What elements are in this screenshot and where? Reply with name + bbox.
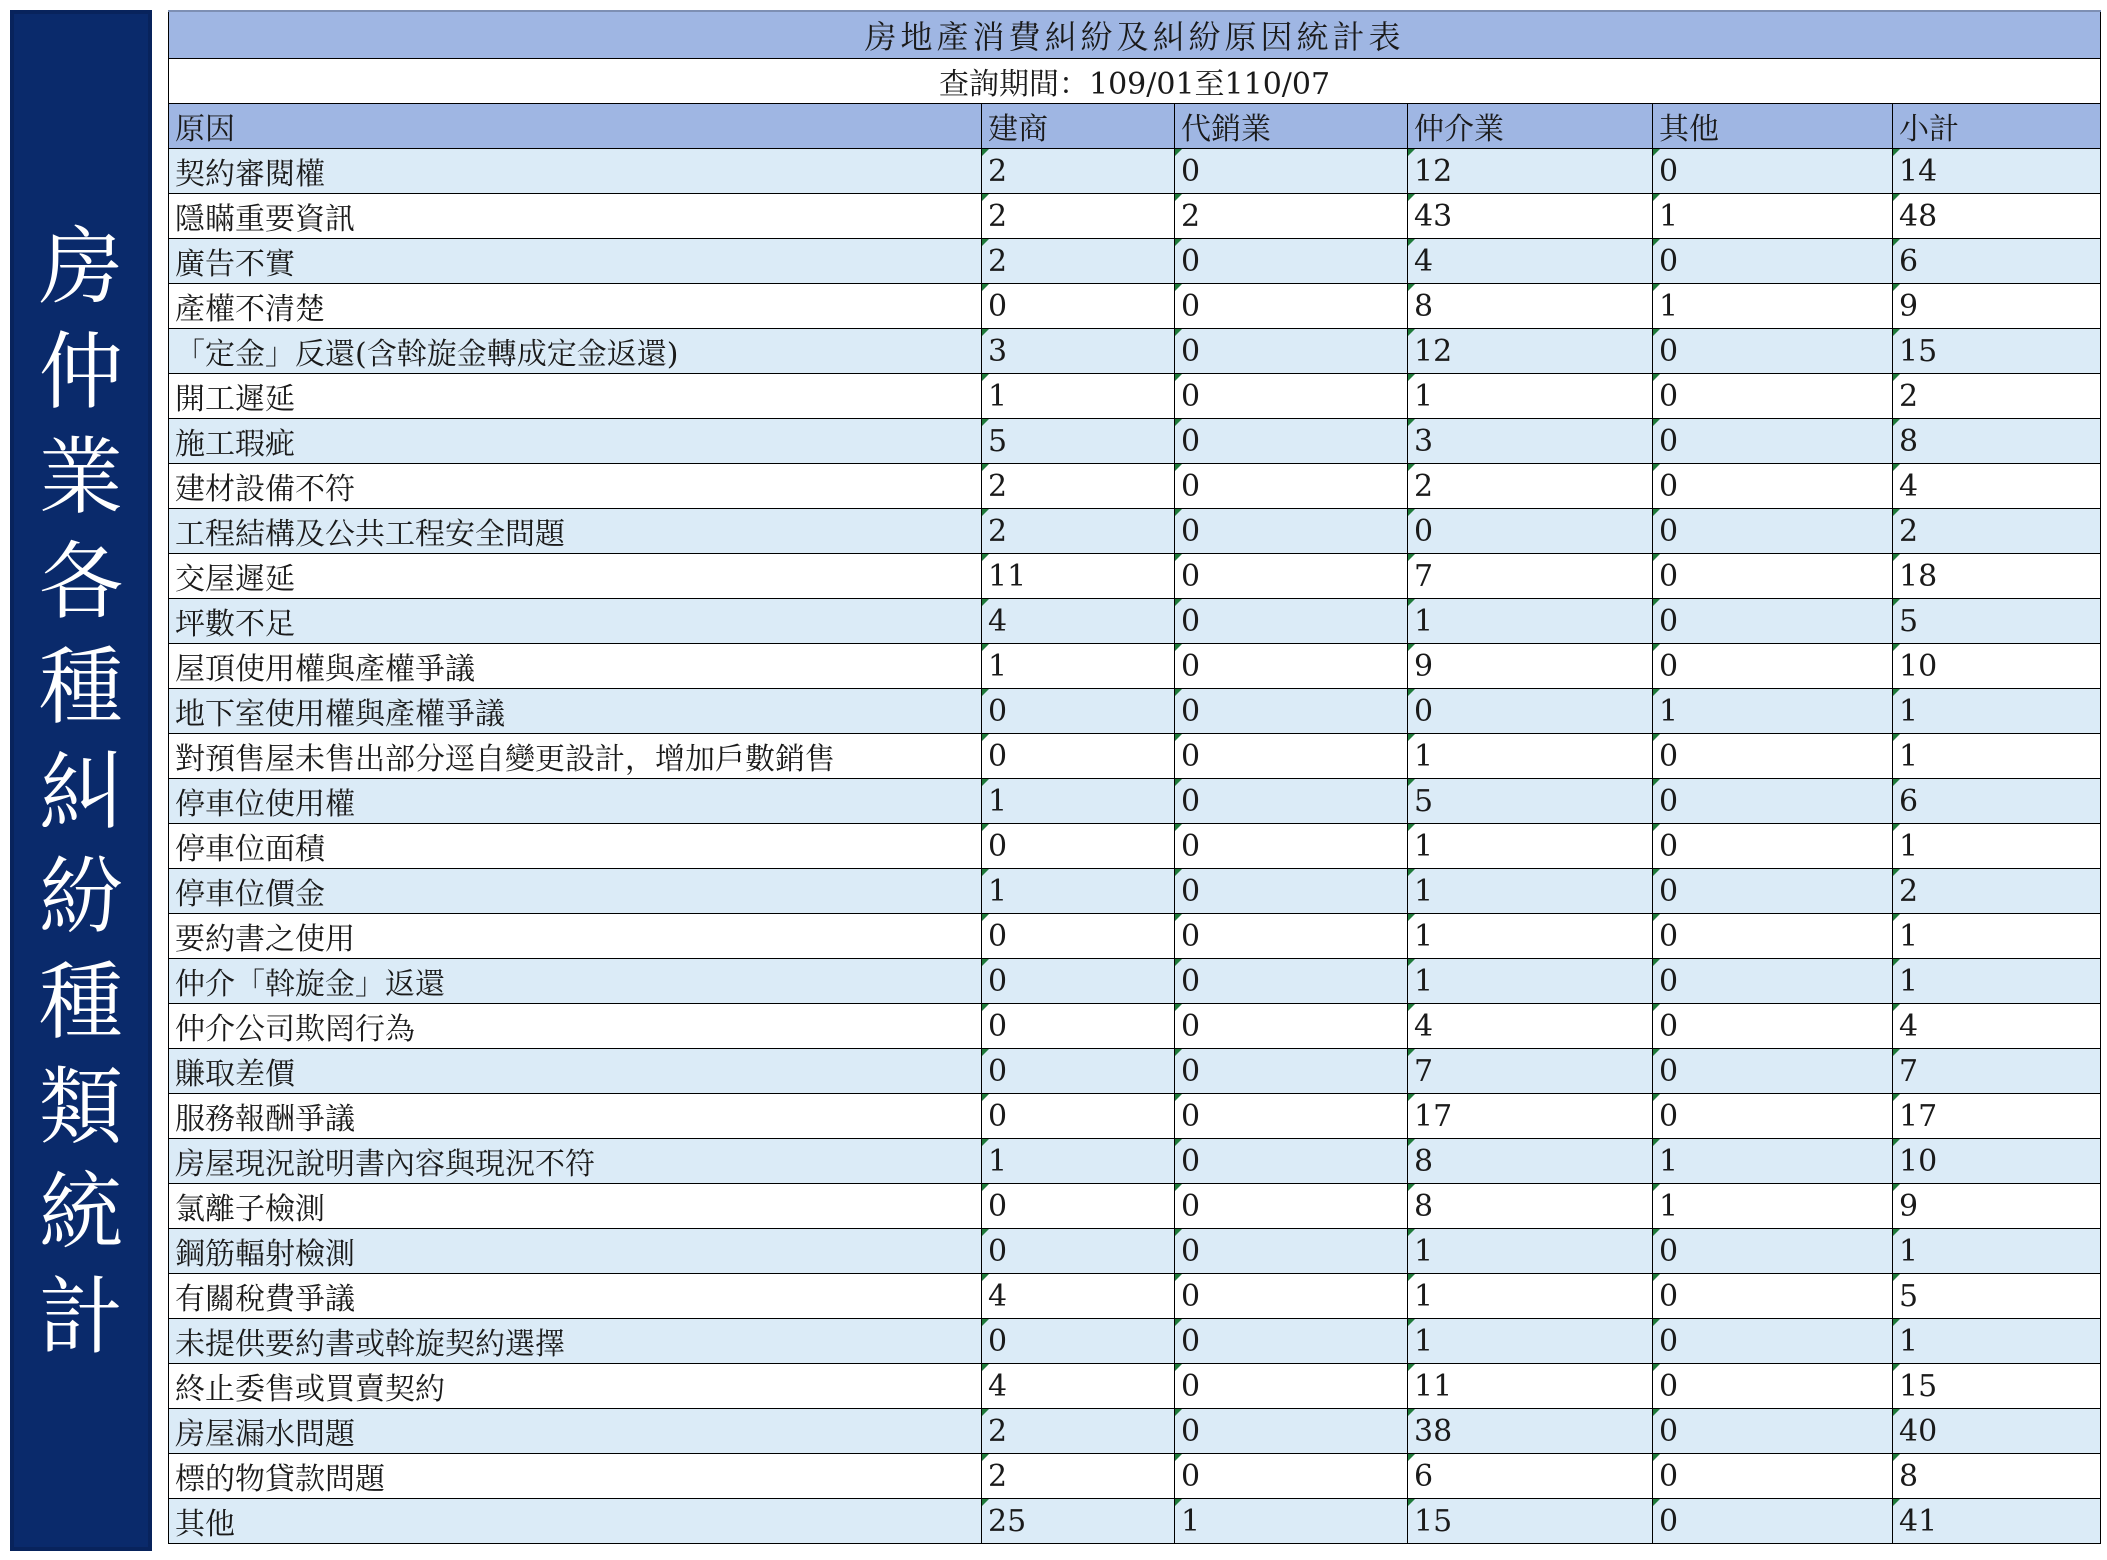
cell-builder: 1 [982,1139,1175,1184]
cell-reason: 終止委售或買賣契約 [169,1364,982,1409]
cell-subtotal: 2 [1893,509,2101,554]
cell-sales-agency: 0 [1175,734,1408,779]
cell-subtotal: 1 [1893,914,2101,959]
cell-sales-agency: 0 [1175,149,1408,194]
cell-reason: 坪數不足 [169,599,982,644]
cell-other: 1 [1653,689,1893,734]
table-row [169,779,2101,824]
cell-broker: 1 [1408,374,1653,419]
cell-sales-agency: 0 [1175,1229,1408,1274]
table-row [169,1499,2101,1544]
cell-builder: 2 [982,194,1175,239]
cell-sales-agency: 0 [1175,1409,1408,1454]
cell-subtotal: 1 [1893,1319,2101,1364]
cell-other: 0 [1653,464,1893,509]
table-row [169,959,2101,1004]
table-row [169,554,2101,599]
cell-broker: 1 [1408,1274,1653,1319]
cell-builder: 0 [982,959,1175,1004]
cell-reason: 廣告不實 [169,239,982,284]
cell-reason: 隱瞞重要資訊 [169,194,982,239]
cell-sales-agency: 0 [1175,509,1408,554]
cell-builder: 0 [982,734,1175,779]
cell-broker: 8 [1408,1184,1653,1229]
cell-sales-agency: 0 [1175,599,1408,644]
table-row [169,194,2101,239]
cell-other: 1 [1653,284,1893,329]
table-title: 房地產消費糾紛及糾紛原因統計表 [169,11,2101,59]
table-row [169,599,2101,644]
cell-builder: 0 [982,1184,1175,1229]
cell-reason: 契約審閱權 [169,149,982,194]
cell-broker: 1 [1408,1229,1653,1274]
dispute-statistics-table [168,10,2101,1544]
cell-other: 1 [1653,194,1893,239]
cell-other: 0 [1653,1049,1893,1094]
cell-broker: 2 [1408,464,1653,509]
query-period: 查詢期間：109/01至110/07 [169,59,2101,104]
cell-sales-agency: 0 [1175,824,1408,869]
header-row [169,104,2101,149]
cell-subtotal: 10 [1893,1139,2101,1184]
table-row [169,1409,2101,1454]
header-reason: 原因 [169,104,982,149]
cell-subtotal: 1 [1893,824,2101,869]
cell-other: 0 [1653,914,1893,959]
cell-sales-agency: 0 [1175,239,1408,284]
table-row [169,689,2101,734]
cell-subtotal: 2 [1893,374,2101,419]
cell-subtotal: 1 [1893,734,2101,779]
cell-sales-agency: 0 [1175,1364,1408,1409]
cell-subtotal: 41 [1893,1499,2101,1544]
cell-broker: 17 [1408,1094,1653,1139]
cell-builder: 0 [982,1229,1175,1274]
table-row [169,1319,2101,1364]
cell-sales-agency: 0 [1175,1049,1408,1094]
cell-other: 0 [1653,239,1893,284]
table-row [169,284,2101,329]
table-row [169,1229,2101,1274]
cell-builder: 2 [982,509,1175,554]
cell-sales-agency: 0 [1175,1274,1408,1319]
cell-other: 0 [1653,1499,1893,1544]
cell-subtotal: 15 [1893,1364,2101,1409]
table-row [169,1274,2101,1319]
table-row [169,1139,2101,1184]
statistics-table-container [168,10,2100,1544]
cell-broker: 15 [1408,1499,1653,1544]
cell-other: 0 [1653,824,1893,869]
cell-other: 0 [1653,1229,1893,1274]
cell-other: 1 [1653,1139,1893,1184]
cell-reason: 停車位使用權 [169,779,982,824]
cell-reason: 停車位價金 [169,869,982,914]
cell-subtotal: 5 [1893,599,2101,644]
table-row [169,1364,2101,1409]
side-title: 房仲業各種糾紛種類統計 [39,218,124,1366]
cell-sales-agency: 0 [1175,959,1408,1004]
cell-builder: 0 [982,284,1175,329]
table-row [169,509,2101,554]
cell-broker: 8 [1408,1139,1653,1184]
cell-broker: 4 [1408,239,1653,284]
cell-broker: 1 [1408,914,1653,959]
table-row [169,329,2101,374]
table-title-row [169,11,2101,59]
cell-sales-agency: 0 [1175,644,1408,689]
cell-broker: 5 [1408,779,1653,824]
cell-reason: 標的物貸款問題 [169,1454,982,1499]
cell-broker: 1 [1408,599,1653,644]
cell-subtotal: 1 [1893,959,2101,1004]
cell-reason: 鋼筋輻射檢測 [169,1229,982,1274]
cell-builder: 1 [982,374,1175,419]
cell-broker: 12 [1408,329,1653,374]
cell-other: 0 [1653,554,1893,599]
cell-subtotal: 6 [1893,779,2101,824]
cell-sales-agency: 0 [1175,329,1408,374]
cell-subtotal: 9 [1893,1184,2101,1229]
cell-sales-agency: 0 [1175,284,1408,329]
cell-broker: 1 [1408,959,1653,1004]
cell-reason: 屋頂使用權與產權爭議 [169,644,982,689]
cell-other: 0 [1653,374,1893,419]
table-row [169,1094,2101,1139]
table-row [169,734,2101,779]
cell-builder: 0 [982,1049,1175,1094]
cell-other: 0 [1653,599,1893,644]
cell-builder: 2 [982,239,1175,284]
cell-other: 0 [1653,419,1893,464]
cell-reason: 氯離子檢測 [169,1184,982,1229]
cell-broker: 4 [1408,1004,1653,1049]
cell-subtotal: 2 [1893,869,2101,914]
cell-builder: 0 [982,1319,1175,1364]
cell-other: 0 [1653,734,1893,779]
cell-builder: 4 [982,1364,1175,1409]
cell-broker: 9 [1408,644,1653,689]
cell-sales-agency: 2 [1175,194,1408,239]
cell-sales-agency: 0 [1175,914,1408,959]
cell-reason: 有關稅費爭議 [169,1274,982,1319]
cell-other: 1 [1653,1184,1893,1229]
cell-reason: 仲介公司欺罔行為 [169,1004,982,1049]
cell-builder: 1 [982,779,1175,824]
cell-other: 0 [1653,1319,1893,1364]
cell-broker: 8 [1408,284,1653,329]
cell-reason: 產權不清楚 [169,284,982,329]
cell-broker: 6 [1408,1454,1653,1499]
cell-broker: 7 [1408,554,1653,599]
table-row [169,869,2101,914]
cell-builder: 11 [982,554,1175,599]
cell-subtotal: 8 [1893,1454,2101,1499]
cell-subtotal: 40 [1893,1409,2101,1454]
cell-reason: 工程結構及公共工程安全問題 [169,509,982,554]
cell-broker: 1 [1408,869,1653,914]
table-row [169,1049,2101,1094]
cell-builder: 4 [982,1274,1175,1319]
cell-reason: 開工遲延 [169,374,982,419]
cell-builder: 1 [982,869,1175,914]
cell-broker: 43 [1408,194,1653,239]
cell-sales-agency: 0 [1175,1094,1408,1139]
cell-broker: 1 [1408,734,1653,779]
cell-subtotal: 4 [1893,464,2101,509]
cell-builder: 2 [982,149,1175,194]
cell-reason: 建材設備不符 [169,464,982,509]
cell-subtotal: 18 [1893,554,2101,599]
cell-subtotal: 15 [1893,329,2101,374]
cell-subtotal: 5 [1893,1274,2101,1319]
cell-sales-agency: 0 [1175,419,1408,464]
cell-builder: 0 [982,689,1175,734]
cell-builder: 0 [982,1004,1175,1049]
cell-reason: 對預售屋未售出部分逕自變更設計，增加戶數銷售 [169,734,982,779]
cell-reason: 服務報酬爭議 [169,1094,982,1139]
cell-sales-agency: 0 [1175,869,1408,914]
cell-broker: 12 [1408,149,1653,194]
cell-reason: 交屋遲延 [169,554,982,599]
cell-broker: 0 [1408,689,1653,734]
header-sales-agency: 代銷業 [1175,104,1408,149]
cell-reason: 要約書之使用 [169,914,982,959]
header-broker: 仲介業 [1408,104,1653,149]
cell-subtotal: 9 [1893,284,2101,329]
cell-reason: 「定金」反還(含斡旋金轉成定金返還) [169,329,982,374]
cell-sales-agency: 1 [1175,1499,1408,1544]
cell-reason: 其他 [169,1499,982,1544]
cell-other: 0 [1653,1364,1893,1409]
cell-broker: 3 [1408,419,1653,464]
table-row [169,824,2101,869]
cell-reason: 仲介「斡旋金」返還 [169,959,982,1004]
cell-broker: 38 [1408,1409,1653,1454]
cell-other: 0 [1653,1004,1893,1049]
header-subtotal: 小計 [1893,104,2101,149]
cell-other: 0 [1653,779,1893,824]
cell-other: 0 [1653,1409,1893,1454]
cell-other: 0 [1653,959,1893,1004]
cell-sales-agency: 0 [1175,374,1408,419]
cell-broker: 1 [1408,1319,1653,1364]
cell-broker: 11 [1408,1364,1653,1409]
cell-builder: 2 [982,1454,1175,1499]
cell-subtotal: 4 [1893,1004,2101,1049]
side-banner [10,10,152,1551]
cell-other: 0 [1653,329,1893,374]
cell-builder: 0 [982,824,1175,869]
cell-subtotal: 14 [1893,149,2101,194]
cell-subtotal: 1 [1893,1229,2101,1274]
table-row [169,1184,2101,1229]
cell-sales-agency: 0 [1175,689,1408,734]
cell-other: 0 [1653,1454,1893,1499]
cell-subtotal: 17 [1893,1094,2101,1139]
cell-subtotal: 1 [1893,689,2101,734]
cell-builder: 25 [982,1499,1175,1544]
query-period-row [169,59,2101,104]
cell-subtotal: 7 [1893,1049,2101,1094]
cell-builder: 2 [982,1409,1175,1454]
cell-subtotal: 10 [1893,644,2101,689]
table-row [169,1454,2101,1499]
table-row [169,464,2101,509]
cell-other: 0 [1653,509,1893,554]
cell-subtotal: 8 [1893,419,2101,464]
table-row [169,644,2101,689]
cell-reason: 賺取差價 [169,1049,982,1094]
table-row [169,419,2101,464]
cell-broker: 7 [1408,1049,1653,1094]
cell-sales-agency: 0 [1175,779,1408,824]
cell-other: 0 [1653,1094,1893,1139]
cell-sales-agency: 0 [1175,1319,1408,1364]
header-builder: 建商 [982,104,1175,149]
table-row [169,149,2101,194]
cell-builder: 5 [982,419,1175,464]
table-body [169,11,2101,1544]
cell-sales-agency: 0 [1175,1184,1408,1229]
cell-reason: 房屋現況說明書內容與現況不符 [169,1139,982,1184]
cell-builder: 2 [982,464,1175,509]
cell-builder: 1 [982,644,1175,689]
cell-sales-agency: 0 [1175,1454,1408,1499]
cell-reason: 地下室使用權與產權爭議 [169,689,982,734]
cell-builder: 0 [982,914,1175,959]
cell-other: 0 [1653,869,1893,914]
cell-broker: 0 [1408,509,1653,554]
cell-reason: 未提供要約書或斡旋契約選擇 [169,1319,982,1364]
cell-sales-agency: 0 [1175,554,1408,599]
header-other: 其他 [1653,104,1893,149]
cell-other: 0 [1653,644,1893,689]
cell-reason: 施工瑕疵 [169,419,982,464]
cell-builder: 4 [982,599,1175,644]
table-row [169,914,2101,959]
cell-builder: 3 [982,329,1175,374]
cell-subtotal: 48 [1893,194,2101,239]
cell-sales-agency: 0 [1175,1004,1408,1049]
cell-subtotal: 6 [1893,239,2101,284]
cell-other: 0 [1653,1274,1893,1319]
cell-sales-agency: 0 [1175,1139,1408,1184]
table-row [169,1004,2101,1049]
cell-reason: 停車位面積 [169,824,982,869]
cell-other: 0 [1653,149,1893,194]
cell-reason: 房屋漏水問題 [169,1409,982,1454]
cell-broker: 1 [1408,824,1653,869]
table-row [169,239,2101,284]
cell-builder: 0 [982,1094,1175,1139]
cell-sales-agency: 0 [1175,464,1408,509]
table-row [169,374,2101,419]
